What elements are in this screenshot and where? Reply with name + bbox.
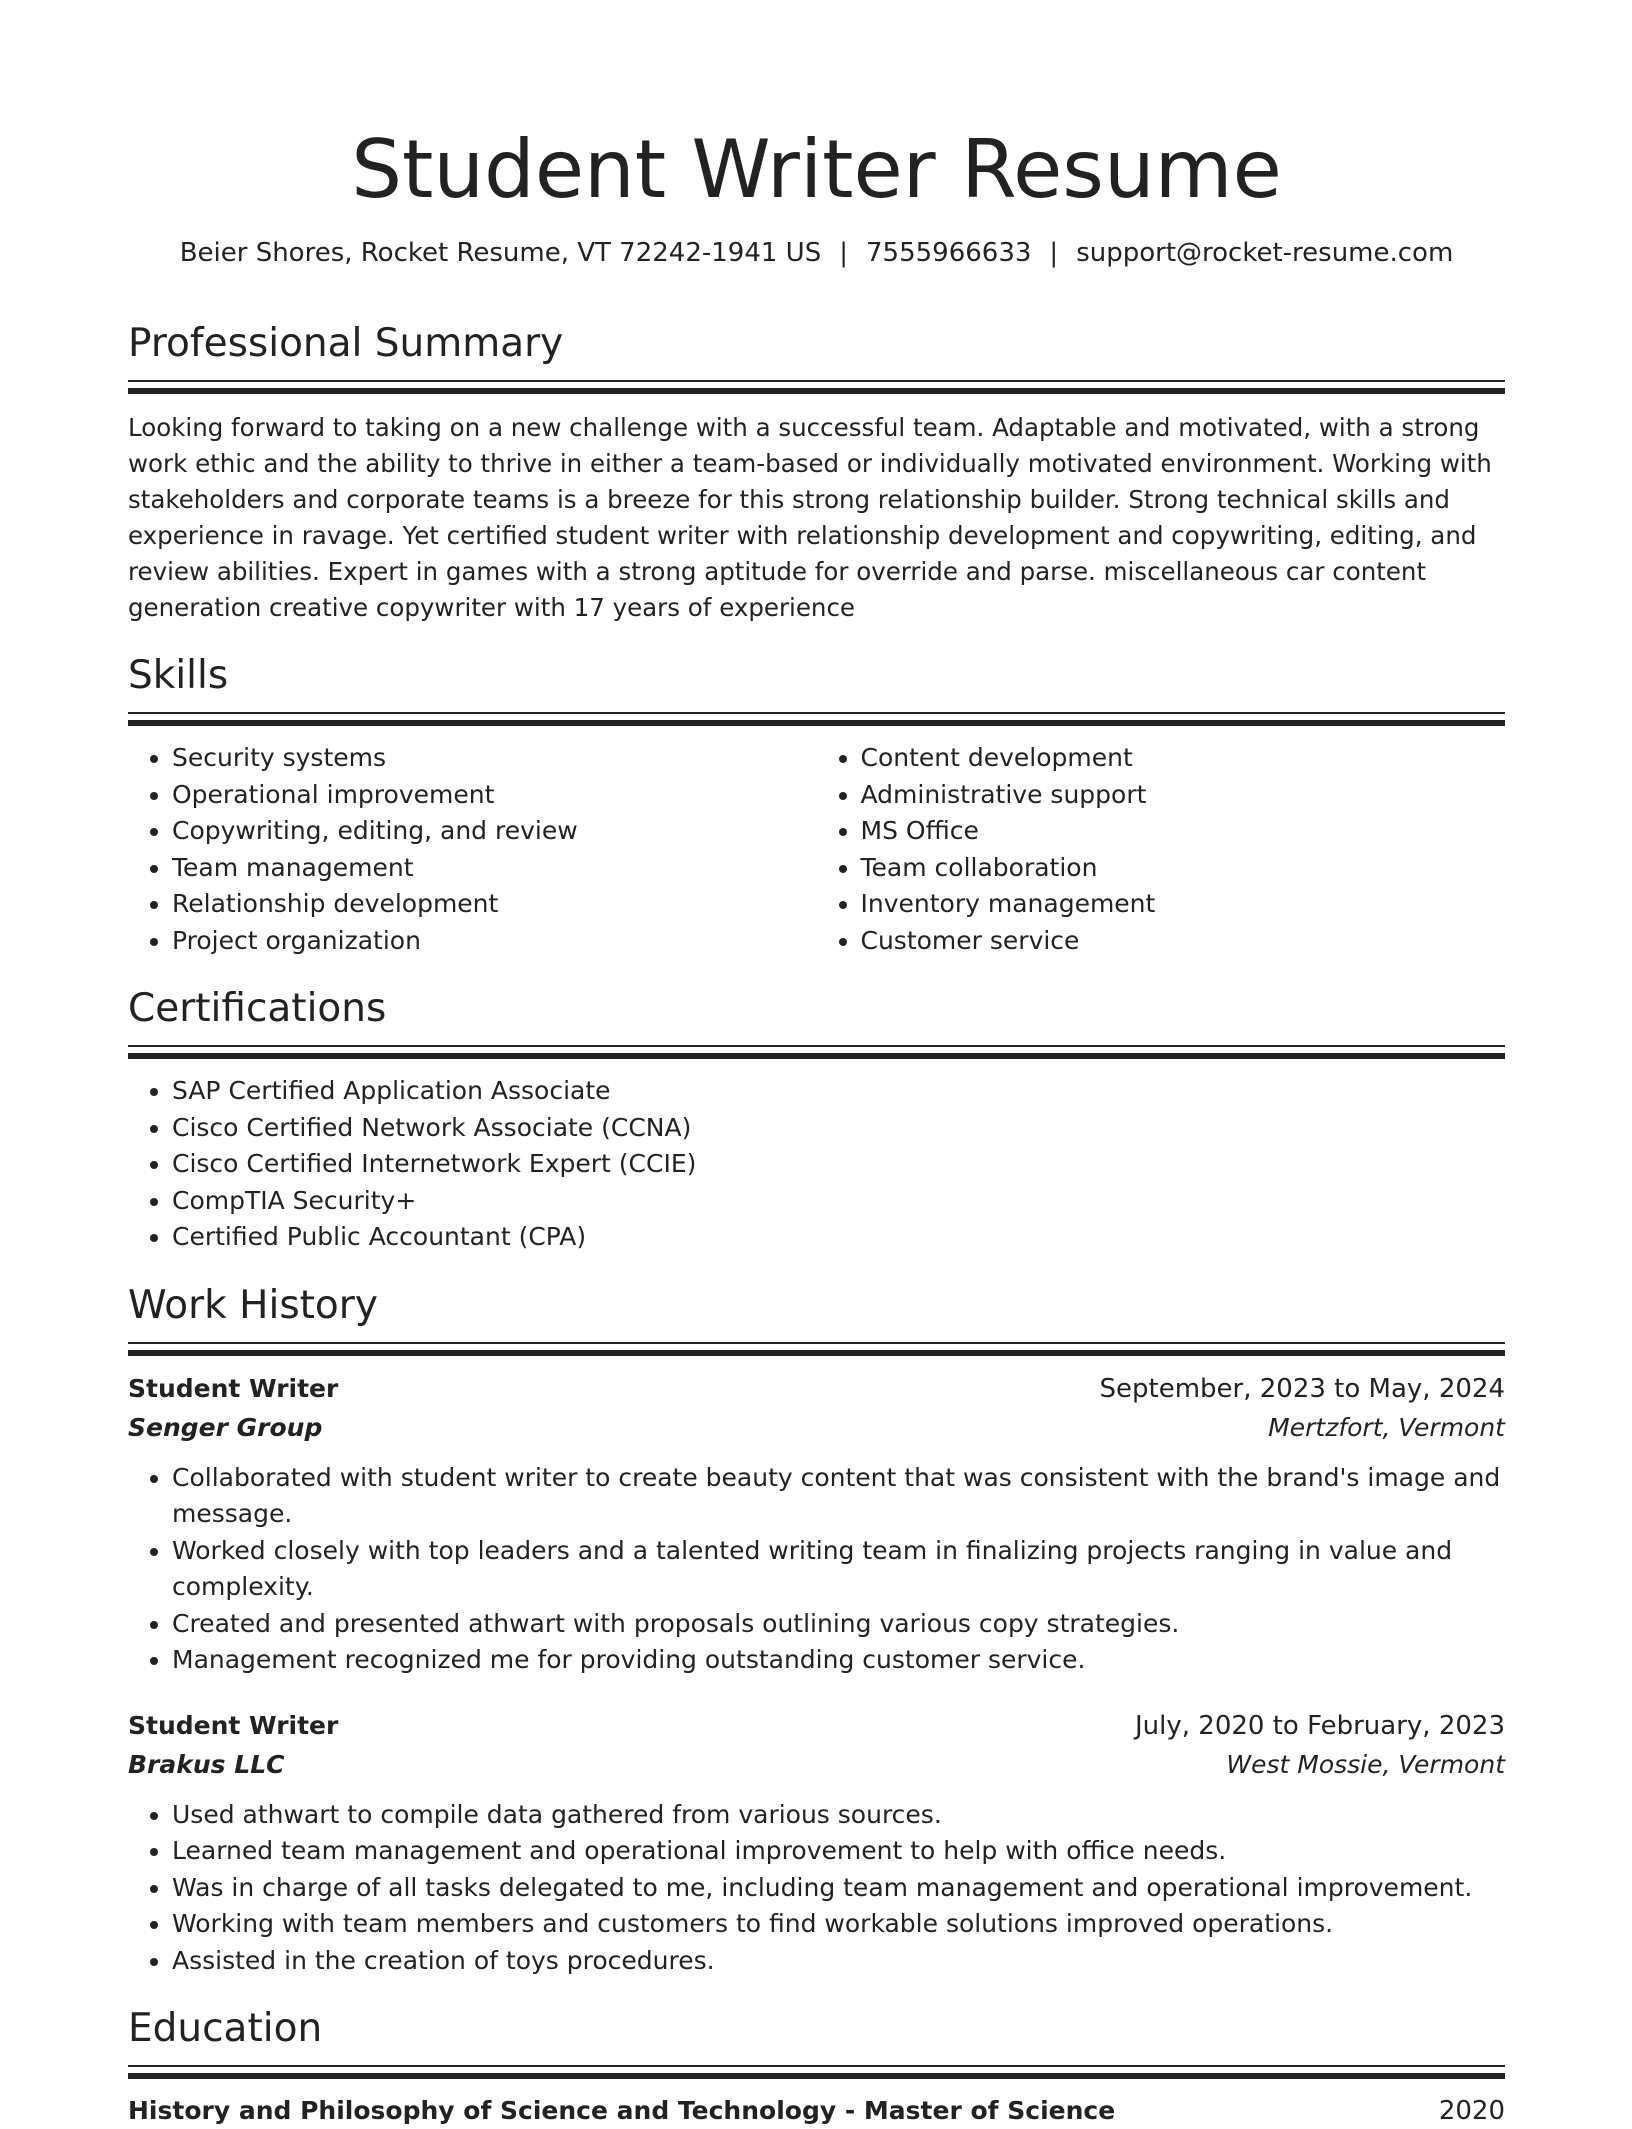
certifications-section: [128, 985, 1505, 1256]
section-divider: [128, 712, 1505, 714]
skill-item: • Copywriting, editing, and review: [172, 813, 817, 850]
skills-list-left: [128, 740, 817, 959]
job-bullet: • Working with team members and customers to find workable solutions improved operations.: [172, 1906, 1505, 1943]
section-divider-thick: [128, 1350, 1505, 1356]
job-dates: September, 2023 to May, 2024: [1099, 1373, 1505, 1404]
certification-item: • Cisco Certified Network Associate (CCNA): [172, 1110, 1505, 1147]
section-title-summary: Professional Summary: [128, 321, 564, 366]
job-company-row: [128, 1408, 1505, 1448]
job-bullet: • Assisted in the creation of toys procedures.: [172, 1943, 1505, 1980]
certification-item: • Cisco Certified Internetwork Expert (CCIE): [172, 1146, 1505, 1183]
job-location: West Mossie, Vermont: [1226, 1749, 1505, 1779]
skills-column-left: [128, 740, 817, 959]
section-divider-thick: [128, 2073, 1505, 2079]
job-title: Student Writer: [128, 1373, 339, 1403]
skills-list-right: [817, 740, 1506, 959]
summary-section: [128, 320, 1505, 626]
job-bullet: • Collaborated with student writer to create beauty content that was consistent with the brand's image and message.: [172, 1460, 1505, 1533]
section-divider-thick: [128, 388, 1505, 394]
contact-phone: 7555966633: [866, 238, 1032, 268]
section-title-work-history: Work History: [128, 1282, 378, 1328]
skill-item: • MS Office: [861, 813, 1506, 850]
skill-item: • Administrative support: [861, 777, 1506, 814]
skill-item: • Project organization: [172, 923, 817, 960]
skill-item: • Operational improvement: [172, 777, 817, 814]
job-title: Student Writer: [128, 1710, 339, 1740]
contact-address: Beier Shores, Rocket Resume, VT 72242-1941 US: [179, 238, 822, 268]
job-bullets: [128, 1460, 1505, 1679]
job-dates: July, 2020 to February, 2023: [1135, 1710, 1505, 1741]
summary-text: Looking forward to taking on a new challenge with a successful team. Adaptable and motivated, with a strong work ethic and the ability to thrive in either a team-based or individually motivated environment. Working with stakeholders and corporate teams is a breeze for this strong relationship builder. Strong technical skills and experience in ravage. Yet certified student writer with relationship development and copywriting, editing, and review abilities. Expert in games with a strong aptitude for override and parse. miscellaneous car content generation creative copywriter with 17 years of experience: [128, 413, 1492, 622]
skill-item: • Security systems: [172, 740, 817, 777]
certification-item: • Certified Public Accountant (CPA): [172, 1219, 1505, 1256]
skills-section: [128, 652, 1505, 959]
certifications-list: [128, 1073, 1505, 1256]
skill-item: • Relationship development: [172, 886, 817, 923]
education-degree: History and Philosophy of Science and Technology - Master of Science: [128, 2096, 1116, 2125]
skill-item: • Content development: [861, 740, 1506, 777]
section-divider: [128, 380, 1505, 382]
education-row: [128, 2093, 1505, 2129]
job-bullet: • Learned team management and operational improvement to help with office needs.: [172, 1833, 1505, 1870]
resume-name: Student Writer Resume: [351, 123, 1282, 216]
work-history-section: [128, 1282, 1505, 1980]
section-divider: [128, 2065, 1505, 2067]
education-year: 2020: [1438, 2096, 1505, 2126]
certification-item: • CompTIA Security+: [172, 1183, 1505, 1220]
job-header-row: [128, 1707, 1505, 1745]
job-entry: [128, 1707, 1505, 1980]
contact-line: [128, 236, 1505, 270]
job-bullet: • Management recognized me for providing outstanding customer service.: [172, 1642, 1505, 1679]
job-bullet: • Used athwart to compile data gathered from various sources.: [172, 1797, 1505, 1834]
certification-item: • SAP Certified Application Associate: [172, 1073, 1505, 1110]
job-location: Mertzfort, Vermont: [1268, 1412, 1505, 1442]
job-bullets: [128, 1797, 1505, 1980]
job-header-row: [128, 1370, 1505, 1408]
contact-separator: |: [1049, 238, 1059, 268]
skill-item: • Inventory management: [861, 886, 1506, 923]
section-title-education: Education: [128, 2006, 323, 2051]
job-company: Brakus LLC: [128, 1749, 285, 1779]
skills-column-right: [817, 740, 1506, 959]
section-title-certifications: Certifications: [128, 986, 387, 1031]
job-bullet: • Was in charge of all tasks delegated to me, including team management and operational improvement.: [172, 1870, 1505, 1907]
job-entry: [128, 1370, 1505, 1679]
job-company-row: [128, 1745, 1505, 1785]
section-divider-thick: [128, 720, 1505, 726]
section-divider: [128, 1045, 1505, 1047]
education-section: [128, 2005, 1505, 2129]
skills-grid: [128, 740, 1505, 959]
skill-item: • Team collaboration: [861, 850, 1506, 887]
section-divider-thick: [128, 1053, 1505, 1059]
contact-separator: |: [839, 238, 848, 268]
job-company: Senger Group: [128, 1412, 323, 1442]
contact-email: support@rocket-resume.com: [1076, 238, 1454, 268]
job-bullet: • Created and presented athwart with proposals outlining various copy strategies.: [172, 1606, 1505, 1643]
job-bullet: • Worked closely with top leaders and a talented writing team in finalizing projects ranging in value and complexity.: [172, 1533, 1505, 1606]
skill-item: • Team management: [172, 850, 817, 887]
skill-item: • Customer service: [861, 923, 1506, 960]
section-title-skills: Skills: [128, 653, 229, 698]
section-divider: [128, 1342, 1505, 1344]
